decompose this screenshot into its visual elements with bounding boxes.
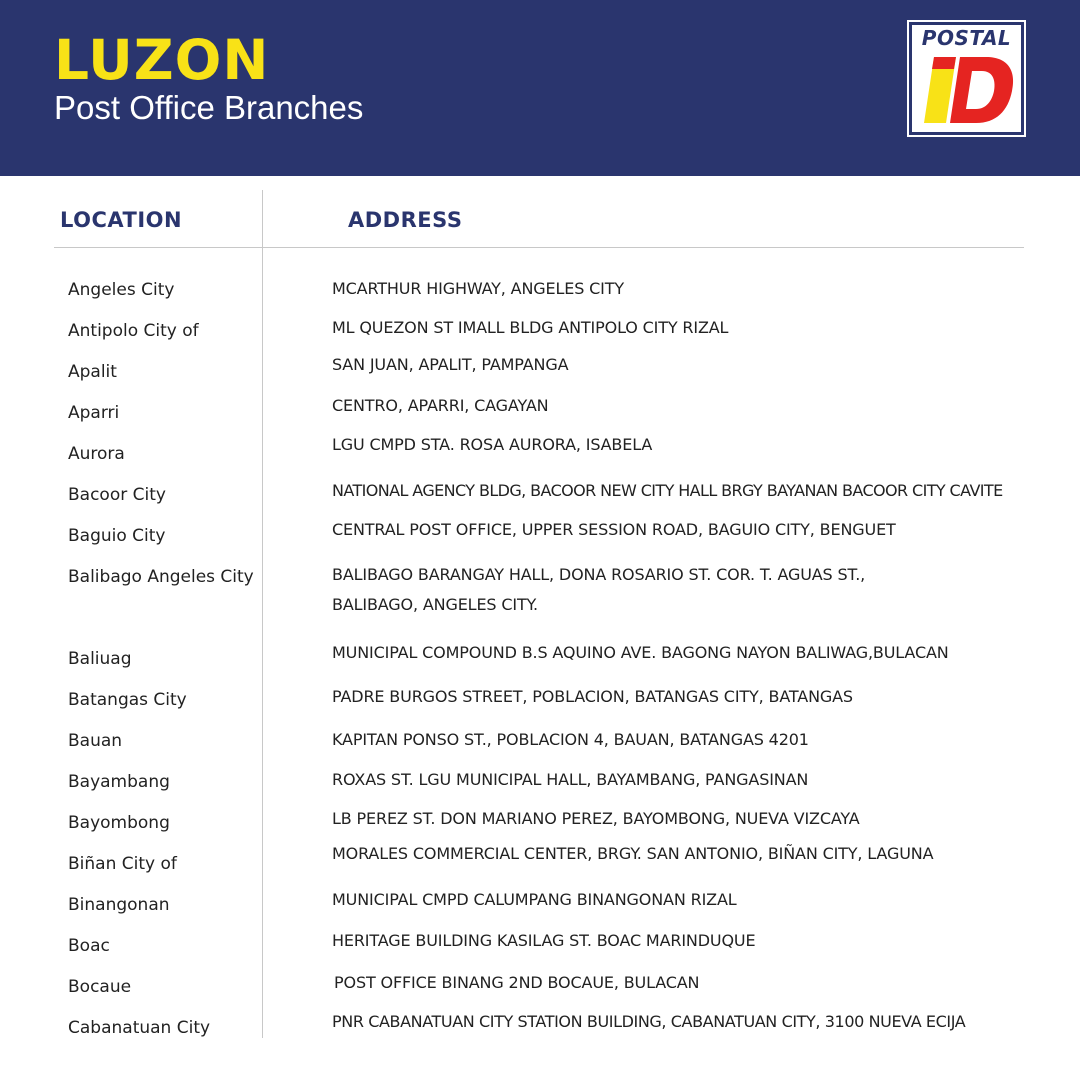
location-cell: Batangas City [68, 690, 187, 710]
table-row [0, 1012, 1080, 1050]
location-cell: Bayambang [68, 772, 170, 792]
location-cell: Biñan City of [68, 854, 177, 874]
location-cell: Bocaue [68, 977, 132, 997]
table-row [0, 355, 1080, 394]
page-subtitle: Post Office Branches [54, 89, 364, 126]
table-row [0, 643, 1080, 681]
address-cell: POST OFFICE BINANG 2ND BOCAUE, BULACAN [334, 973, 700, 992]
address-cell: MCARTHUR HIGHWAY, ANGELES CITY [332, 279, 624, 298]
address-cell: LGU CMPD STA. ROSA AURORA, ISABELA [332, 435, 653, 454]
location-column-header: LOCATION [60, 208, 183, 232]
location-cell: Boac [68, 936, 110, 956]
table-row [0, 435, 1080, 476]
header-divider [54, 247, 1024, 248]
location-cell: Baguio City [68, 526, 166, 546]
address-cell: PNR CABANATUAN CITY STATION BUILDING, CABANATUAN CITY, 3100 NUEVA ECIJA [332, 1012, 966, 1031]
location-cell: Aurora [68, 444, 125, 464]
address-cell: ML QUEZON ST IMALL BLDG ANTIPOLO CITY RIZAL [332, 318, 729, 337]
table-row [0, 729, 1080, 763]
table-row [0, 770, 1080, 804]
location-cell: Cabanatuan City [68, 1018, 211, 1038]
address-cell-line2: BALIBAGO, ANGELES CITY. [332, 595, 538, 614]
logo-postal-text: POSTAL [921, 26, 1012, 50]
table-row [0, 975, 1080, 1009]
page-title: LUZON [54, 28, 270, 92]
table-row [0, 890, 1080, 927]
table-row [0, 844, 1080, 886]
address-cell: MORALES COMMERCIAL CENTER, BRGY. SAN ANTONIO, BIÑAN CITY, LAGUNA [332, 844, 934, 863]
location-cell: Binangonan [68, 895, 170, 915]
table-row [0, 319, 1080, 353]
table-row [0, 931, 1080, 968]
table-row [0, 483, 1080, 517]
address-cell: CENTRAL POST OFFICE, UPPER SESSION ROAD, BAGUIO CITY, BENGUET [332, 520, 896, 539]
location-cell: Baliuag [68, 649, 132, 669]
location-cell: Bacoor City [68, 485, 166, 505]
address-cell: SAN JUAN, APALIT, PAMPANGA [332, 355, 569, 374]
table-row [0, 278, 1080, 312]
address-cell: ROXAS ST. LGU MUNICIPAL HALL, BAYAMBANG, PANGASINAN [332, 770, 809, 789]
table-row [0, 688, 1080, 722]
postal-id-logo [909, 22, 1024, 135]
address-cell: MUNICIPAL COMPOUND B.S AQUINO AVE. BAGONG NAYON BALIWAG,BULACAN [332, 643, 949, 662]
location-cell: Bayombong [68, 813, 170, 833]
location-cell: Aparri [68, 403, 120, 423]
location-cell: Bauan [68, 731, 123, 751]
address-cell: HERITAGE BUILDING KASILAG ST. BOAC MARINDUQUE [332, 931, 756, 950]
address-cell: MUNICIPAL CMPD CALUMPANG BINANGONAN RIZAL [332, 890, 737, 909]
location-cell: Antipolo City of [68, 321, 199, 341]
address-cell: PADRE BURGOS STREET, POBLACION, BATANGAS CITY, BATANGAS [332, 687, 853, 706]
address-cell: BALIBAGO BARANGAY HALL, DONA ROSARIO ST. COR. T. AGUAS ST., [332, 565, 866, 584]
address-cell: CENTRO, APARRI, CAGAYAN [332, 396, 549, 415]
address-cell: NATIONAL AGENCY BLDG, BACOOR NEW CITY HALL BRGY BAYANAN BACOOR CITY CAVITE [332, 481, 1003, 500]
address-column-header: ADDRESS [348, 208, 463, 232]
table-row [0, 565, 1080, 625]
table-row [0, 520, 1080, 558]
location-cell: Angeles City [68, 280, 175, 300]
location-cell: Balibago Angeles City [68, 567, 254, 587]
logo-id-mark-icon [920, 51, 1016, 129]
address-cell: LB PEREZ ST. DON MARIANO PEREZ, BAYOMBONG, NUEVA VIZCAYA [332, 809, 860, 828]
header-banner [0, 0, 1080, 176]
address-cell: KAPITAN PONSO ST., POBLACION 4, BAUAN, BATANGAS 4201 [332, 730, 809, 749]
location-cell: Apalit [68, 362, 117, 382]
